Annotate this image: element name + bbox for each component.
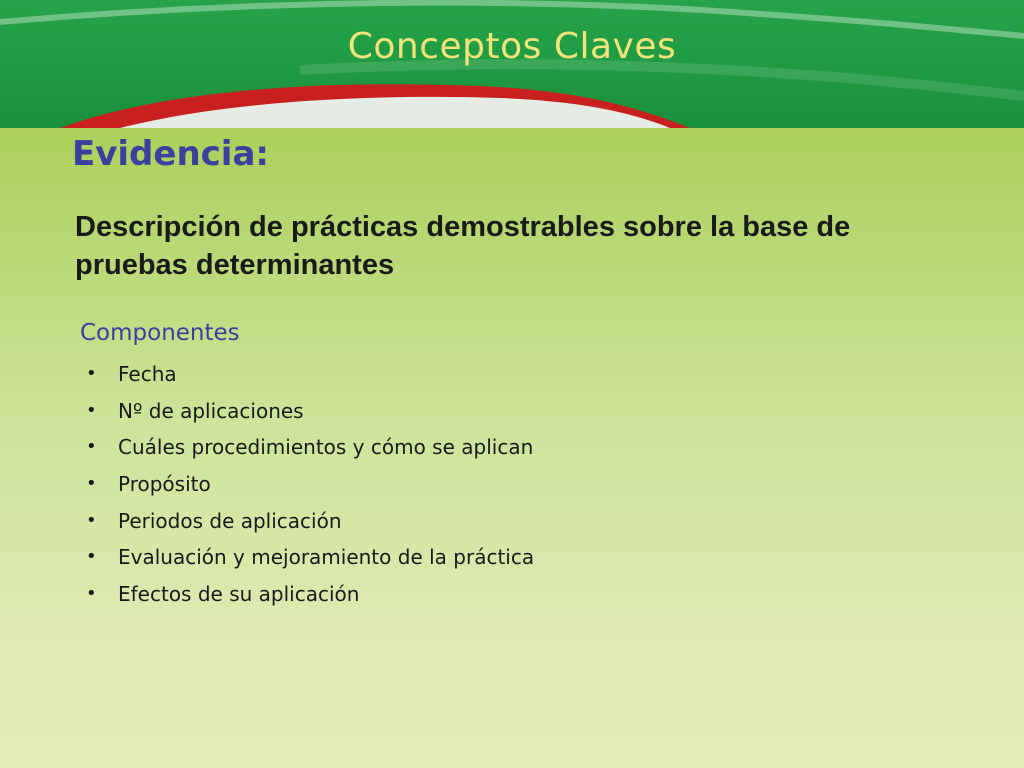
list-item: [80, 395, 534, 432]
bullet-icon: •: [86, 363, 97, 384]
bullet-icon: •: [86, 583, 97, 605]
slide-title: Conceptos Claves: [347, 26, 677, 67]
list-item: [80, 578, 534, 615]
list-item: [80, 358, 534, 395]
components-title: Componentes: [80, 320, 240, 346]
description-text: Descripción de prácticas demostrables sobre la base de pruebas determinantes: [75, 211, 851, 281]
list-item-label: Cuáles procedimientos y cómo se aplican: [118, 435, 534, 460]
list-item-label: Efectos de su aplicación: [118, 582, 360, 607]
bullet-icon: •: [86, 473, 97, 495]
list-item: [80, 505, 534, 542]
list-item: [80, 541, 534, 578]
bullet-icon: •: [86, 509, 97, 531]
bullet-icon: •: [86, 546, 97, 568]
list-item-label: Periodos de aplicación: [118, 508, 342, 533]
list-item-label: Evaluación y mejoramiento de la práctica: [118, 545, 535, 570]
list-item-label: Propósito: [118, 472, 211, 497]
list-item: [80, 468, 534, 505]
list-item: [80, 431, 534, 468]
bullet-icon: •: [86, 436, 97, 458]
section-heading: Evidencia:: [72, 134, 269, 174]
bullet-icon: •: [86, 399, 97, 421]
list-item-label: Nº de aplicaciones: [118, 398, 304, 423]
list-item-label: Fecha: [118, 362, 177, 386]
components-list: [80, 358, 534, 615]
